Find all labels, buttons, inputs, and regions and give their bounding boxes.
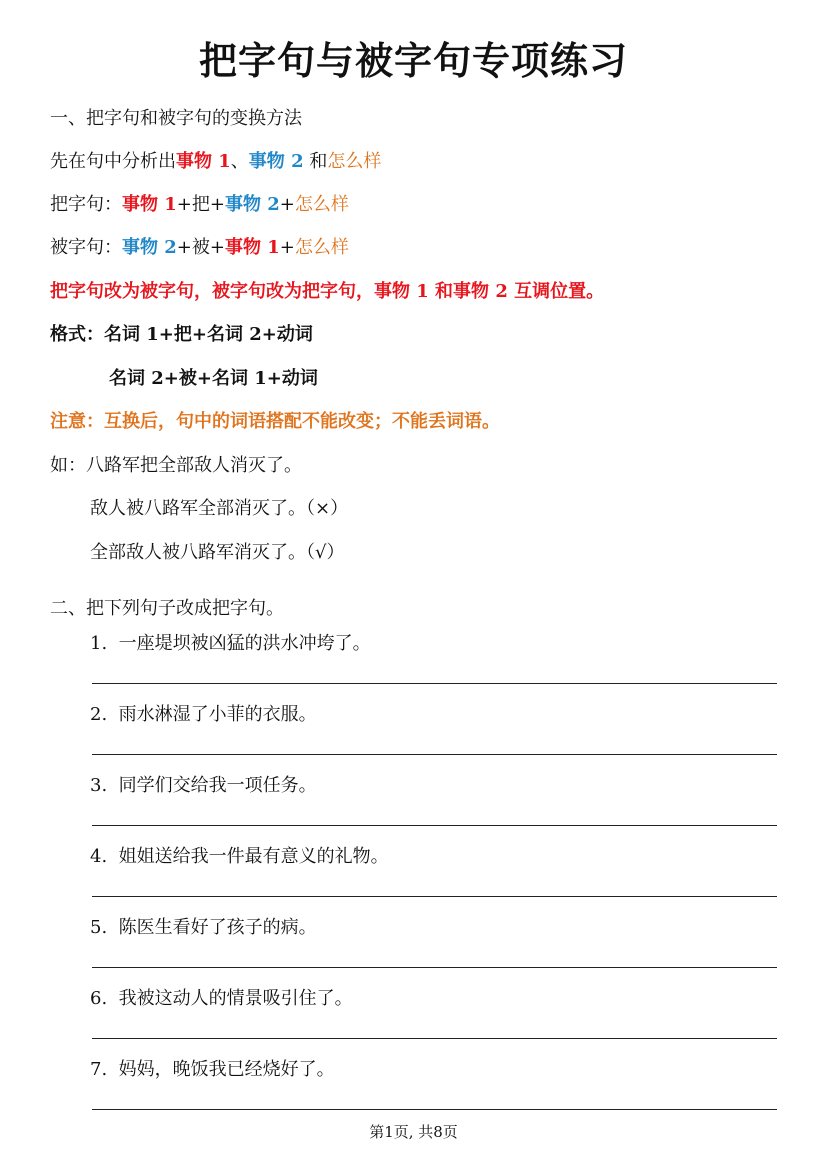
list-item	[90, 700, 317, 726]
answer-line[interactable]	[92, 825, 777, 826]
example-wrong: 敌人被八路军全部消灭了。（×）	[90, 498, 349, 519]
answer-line[interactable]	[92, 967, 777, 968]
item-number: 2.	[90, 704, 108, 725]
thing1-label: 事物 1	[176, 151, 231, 172]
item-text: 雨水淋湿了小菲的衣服。	[118, 704, 317, 725]
analyze-prefix: 先在句中分析出	[50, 151, 176, 172]
item-text: 姐姐送给我一件最有意义的礼物。	[118, 846, 389, 867]
note: 注意：互换后，句中的词语搭配不能改变；不能丢词语。	[50, 411, 500, 432]
and-text: 和	[303, 151, 328, 172]
item-number: 4.	[90, 846, 108, 867]
ba-formula-line	[50, 190, 349, 216]
bei-how: 怎么样	[294, 237, 349, 258]
example-line	[50, 451, 302, 477]
example-sentence: 八路军把全部敌人消灭了。	[86, 455, 302, 476]
bei-label: 被字句：	[50, 237, 122, 258]
format-1: 名词 1+把+名词 2+动词	[104, 324, 313, 345]
ba-label: 把字句：	[50, 194, 122, 215]
list-item	[90, 1055, 335, 1081]
format-line-1	[50, 320, 313, 346]
item-number: 1.	[90, 633, 108, 654]
list-item	[90, 913, 317, 939]
item-number: 6.	[90, 988, 108, 1009]
format-label: 格式：	[50, 324, 104, 345]
item-number: 7.	[90, 1059, 108, 1080]
item-text: 妈妈，晚饭我已经烧好了。	[118, 1059, 335, 1080]
item-text: 陈医生看好了孩子的病。	[118, 917, 317, 938]
answer-line[interactable]	[92, 1038, 777, 1039]
item-text: 同学们交给我一项任务。	[118, 775, 317, 796]
list-item	[90, 984, 353, 1010]
item-number: 3.	[90, 775, 108, 796]
list-item	[90, 771, 317, 797]
bei-formula-line	[50, 233, 349, 259]
section2-heading: 二、把下列句子改成把字句。	[50, 598, 284, 619]
bei-thing1: 事物 1	[224, 237, 280, 258]
ba-plus: +	[279, 194, 295, 215]
answer-line[interactable]	[92, 1109, 777, 1110]
item-text: 我被这动人的情景吸引住了。	[118, 988, 353, 1009]
page-title: 把字句与被字句专项练习	[198, 39, 628, 83]
ba-thing2: 事物 2	[224, 194, 280, 215]
format-2: 名词 2+被+名词 1+动词	[109, 368, 318, 389]
analyze-line	[50, 147, 381, 173]
ba-how: 怎么样	[294, 194, 349, 215]
list-item	[90, 629, 371, 655]
conversion-rule: 把字句改为被字句，被字句改为把字句，事物 1 和事物 2 互调位置。	[50, 281, 605, 302]
item-text: 一座堤坝被凶猛的洪水冲垮了。	[118, 633, 371, 654]
item-number: 5.	[90, 917, 108, 938]
example-label: 如：	[50, 455, 86, 476]
separator: 、	[230, 151, 249, 172]
list-item	[90, 842, 389, 868]
bei-thing2: 事物 2	[122, 237, 177, 258]
bei-plus-bei: +被+	[176, 237, 225, 258]
page-footer: 第1页, 共8页	[369, 1123, 458, 1141]
answer-line[interactable]	[92, 683, 777, 684]
bei-plus: +	[279, 237, 295, 258]
answer-line[interactable]	[92, 754, 777, 755]
ba-plus-ba: +把+	[176, 194, 225, 215]
thing2-label: 事物 2	[248, 151, 304, 172]
section1-heading: 一、把字句和被字句的变换方法	[50, 108, 302, 129]
how-label: 怎么样	[327, 151, 382, 172]
ba-thing1: 事物 1	[122, 194, 177, 215]
example-right: 全部敌人被八路军消灭了。（√）	[90, 542, 345, 563]
answer-line[interactable]	[92, 896, 777, 897]
